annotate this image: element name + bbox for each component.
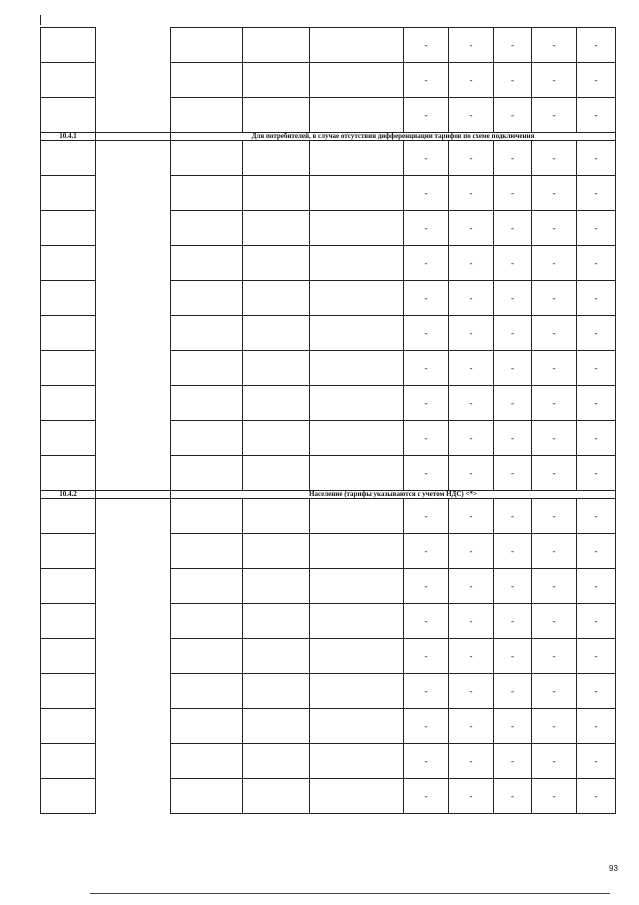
empty-value-dash: -	[494, 639, 532, 674]
empty-value-dash: -	[494, 456, 532, 491]
empty-value-dash: -	[532, 421, 577, 456]
empty-value-dash: -	[449, 744, 494, 779]
empty-value-dash: -	[494, 709, 532, 744]
empty-value-dash: -	[532, 351, 577, 386]
empty-value-dash: -	[532, 639, 577, 674]
row-code	[41, 281, 96, 316]
empty-value-dash: -	[404, 534, 449, 569]
region-cell	[96, 604, 171, 639]
tariff-table	[40, 27, 616, 814]
empty-value-dash: -	[404, 569, 449, 604]
tariff-period	[243, 176, 310, 211]
tariff-period	[243, 456, 310, 491]
table-row	[41, 499, 616, 534]
tariff-value	[310, 211, 404, 246]
table-row	[41, 351, 616, 386]
row-code	[41, 421, 96, 456]
tariff-value	[310, 386, 404, 421]
table-row	[41, 63, 616, 98]
empty-value-dash: -	[577, 141, 616, 176]
scan-mark	[40, 15, 41, 25]
tariff-period	[243, 28, 310, 63]
tariff-period	[243, 386, 310, 421]
empty-value-dash: -	[494, 674, 532, 709]
empty-value-dash: -	[494, 604, 532, 639]
row-code	[41, 63, 96, 98]
row-code	[41, 176, 96, 211]
region-cell	[96, 63, 171, 98]
empty-value-dash: -	[449, 98, 494, 133]
region-cell	[96, 674, 171, 709]
empty-value-dash: -	[404, 246, 449, 281]
empty-value-dash: -	[577, 176, 616, 211]
page-number: 93	[609, 864, 618, 873]
region-cell	[96, 534, 171, 569]
region-cell	[96, 316, 171, 351]
empty-value-dash: -	[532, 779, 577, 814]
empty-value-dash: -	[532, 386, 577, 421]
region-cell	[96, 133, 171, 141]
empty-value-dash: -	[494, 421, 532, 456]
empty-value-dash: -	[404, 499, 449, 534]
tariff-type	[171, 246, 243, 281]
empty-value-dash: -	[494, 534, 532, 569]
empty-value-dash: -	[494, 316, 532, 351]
empty-value-dash: -	[404, 351, 449, 386]
tariff-value	[310, 604, 404, 639]
row-code	[41, 499, 96, 534]
empty-value-dash: -	[577, 98, 616, 133]
region-cell	[96, 709, 171, 744]
row-code	[41, 569, 96, 604]
region-cell	[96, 779, 171, 814]
empty-value-dash: -	[449, 176, 494, 211]
region-cell	[96, 421, 171, 456]
tariff-period	[243, 281, 310, 316]
tariff-type	[171, 386, 243, 421]
empty-value-dash: -	[449, 63, 494, 98]
row-code	[41, 534, 96, 569]
table-row	[41, 421, 616, 456]
tariff-value	[310, 63, 404, 98]
empty-value-dash: -	[494, 499, 532, 534]
tariff-value	[310, 246, 404, 281]
footer-line	[90, 893, 610, 894]
tariff-value	[310, 351, 404, 386]
empty-value-dash: -	[577, 744, 616, 779]
tariff-type	[171, 211, 243, 246]
row-code	[41, 211, 96, 246]
empty-value-dash: -	[404, 98, 449, 133]
empty-value-dash: -	[577, 28, 616, 63]
region-cell	[96, 639, 171, 674]
tariff-period	[243, 779, 310, 814]
empty-value-dash: -	[577, 351, 616, 386]
tariff-period	[243, 639, 310, 674]
table-row	[41, 28, 616, 63]
tariff-period	[243, 499, 310, 534]
empty-value-dash: -	[532, 141, 577, 176]
empty-value-dash: -	[577, 281, 616, 316]
table-row	[41, 98, 616, 133]
tariff-type	[171, 141, 243, 176]
tariff-type	[171, 534, 243, 569]
empty-value-dash: -	[532, 456, 577, 491]
region-cell	[96, 386, 171, 421]
table-row	[41, 639, 616, 674]
region-cell	[96, 281, 171, 316]
row-code	[41, 639, 96, 674]
tariff-value	[310, 534, 404, 569]
tariff-period	[243, 316, 310, 351]
empty-value-dash: -	[449, 779, 494, 814]
empty-value-dash: -	[532, 176, 577, 211]
empty-value-dash: -	[494, 281, 532, 316]
empty-value-dash: -	[404, 421, 449, 456]
row-code	[41, 674, 96, 709]
section-title: Население (тарифы указываются с учетом НДС) <*>	[171, 491, 616, 499]
empty-value-dash: -	[532, 316, 577, 351]
tariff-period	[243, 674, 310, 709]
empty-value-dash: -	[449, 456, 494, 491]
tariff-type	[171, 499, 243, 534]
tariff-value	[310, 456, 404, 491]
tariff-value	[310, 176, 404, 211]
table-row	[41, 456, 616, 491]
empty-value-dash: -	[532, 709, 577, 744]
tariff-type	[171, 176, 243, 211]
region-cell	[96, 744, 171, 779]
empty-value-dash: -	[404, 63, 449, 98]
tariff-type	[171, 709, 243, 744]
tariff-period	[243, 604, 310, 639]
empty-value-dash: -	[494, 141, 532, 176]
empty-value-dash: -	[577, 63, 616, 98]
tariff-period	[243, 534, 310, 569]
tariff-type	[171, 674, 243, 709]
empty-value-dash: -	[404, 604, 449, 639]
tariff-value	[310, 744, 404, 779]
tariff-value	[310, 569, 404, 604]
tariff-value	[310, 709, 404, 744]
row-code	[41, 604, 96, 639]
tariff-type	[171, 604, 243, 639]
table-row	[41, 176, 616, 211]
empty-value-dash: -	[532, 63, 577, 98]
table-row	[41, 744, 616, 779]
empty-value-dash: -	[532, 499, 577, 534]
table-row	[41, 674, 616, 709]
tariff-type	[171, 744, 243, 779]
empty-value-dash: -	[404, 316, 449, 351]
empty-value-dash: -	[449, 499, 494, 534]
table-row	[41, 709, 616, 744]
tariff-period	[243, 246, 310, 281]
empty-value-dash: -	[577, 316, 616, 351]
empty-value-dash: -	[494, 569, 532, 604]
empty-value-dash: -	[404, 141, 449, 176]
empty-value-dash: -	[449, 28, 494, 63]
empty-value-dash: -	[494, 211, 532, 246]
table-row	[41, 779, 616, 814]
tariff-type	[171, 28, 243, 63]
tariff-value	[310, 281, 404, 316]
empty-value-dash: -	[404, 176, 449, 211]
table-row	[41, 316, 616, 351]
region-cell	[96, 569, 171, 604]
empty-value-dash: -	[494, 351, 532, 386]
empty-value-dash: -	[494, 779, 532, 814]
tariff-type	[171, 281, 243, 316]
tariff-type	[171, 456, 243, 491]
empty-value-dash: -	[577, 674, 616, 709]
empty-value-dash: -	[532, 534, 577, 569]
table-row	[41, 569, 616, 604]
table-row	[41, 141, 616, 176]
empty-value-dash: -	[449, 534, 494, 569]
tariff-value	[310, 28, 404, 63]
row-code	[41, 141, 96, 176]
empty-value-dash: -	[494, 176, 532, 211]
row-code	[41, 709, 96, 744]
empty-value-dash: -	[404, 674, 449, 709]
empty-value-dash: -	[449, 569, 494, 604]
empty-value-dash: -	[449, 639, 494, 674]
table-row	[41, 211, 616, 246]
empty-value-dash: -	[532, 674, 577, 709]
tariff-period	[243, 211, 310, 246]
row-code	[41, 98, 96, 133]
empty-value-dash: -	[449, 421, 494, 456]
tariff-period	[243, 744, 310, 779]
tariff-value	[310, 674, 404, 709]
empty-value-dash: -	[532, 281, 577, 316]
empty-value-dash: -	[532, 211, 577, 246]
tariff-period	[243, 351, 310, 386]
tariff-value	[310, 639, 404, 674]
tariff-type	[171, 779, 243, 814]
empty-value-dash: -	[532, 28, 577, 63]
row-code	[41, 386, 96, 421]
empty-value-dash: -	[577, 534, 616, 569]
tariff-value	[310, 316, 404, 351]
tariff-type	[171, 639, 243, 674]
empty-value-dash: -	[532, 604, 577, 639]
tariff-value	[310, 499, 404, 534]
empty-value-dash: -	[404, 211, 449, 246]
region-cell	[96, 98, 171, 133]
empty-value-dash: -	[449, 316, 494, 351]
empty-value-dash: -	[494, 386, 532, 421]
empty-value-dash: -	[577, 246, 616, 281]
empty-value-dash: -	[404, 456, 449, 491]
region-cell	[96, 491, 171, 499]
empty-value-dash: -	[577, 499, 616, 534]
empty-value-dash: -	[404, 386, 449, 421]
region-cell	[96, 211, 171, 246]
region-cell	[96, 456, 171, 491]
row-code	[41, 351, 96, 386]
empty-value-dash: -	[404, 744, 449, 779]
empty-value-dash: -	[577, 604, 616, 639]
tariff-type	[171, 316, 243, 351]
empty-value-dash: -	[449, 674, 494, 709]
tariff-period	[243, 569, 310, 604]
section-row	[41, 491, 616, 499]
empty-value-dash: -	[577, 421, 616, 456]
empty-value-dash: -	[449, 709, 494, 744]
empty-value-dash: -	[494, 744, 532, 779]
empty-value-dash: -	[494, 98, 532, 133]
row-code	[41, 744, 96, 779]
empty-value-dash: -	[577, 211, 616, 246]
empty-value-dash: -	[449, 246, 494, 281]
tariff-period	[243, 421, 310, 456]
table-row	[41, 246, 616, 281]
empty-value-dash: -	[404, 709, 449, 744]
tariff-period	[243, 63, 310, 98]
empty-value-dash: -	[404, 28, 449, 63]
tariff-type	[171, 351, 243, 386]
table-row	[41, 281, 616, 316]
empty-value-dash: -	[404, 639, 449, 674]
row-code	[41, 456, 96, 491]
tariff-value	[310, 779, 404, 814]
table-row	[41, 386, 616, 421]
row-code	[41, 246, 96, 281]
empty-value-dash: -	[577, 386, 616, 421]
empty-value-dash: -	[404, 281, 449, 316]
empty-value-dash: -	[494, 63, 532, 98]
row-code	[41, 316, 96, 351]
region-cell	[96, 141, 171, 176]
empty-value-dash: -	[577, 779, 616, 814]
tariff-type	[171, 98, 243, 133]
region-cell	[96, 176, 171, 211]
region-cell	[96, 499, 171, 534]
section-code: 10.4.2	[41, 491, 96, 499]
section-row	[41, 133, 616, 141]
tariff-period	[243, 98, 310, 133]
empty-value-dash: -	[577, 639, 616, 674]
empty-value-dash: -	[449, 386, 494, 421]
empty-value-dash: -	[577, 456, 616, 491]
tariff-value	[310, 141, 404, 176]
empty-value-dash: -	[532, 246, 577, 281]
empty-value-dash: -	[577, 709, 616, 744]
row-code	[41, 28, 96, 63]
table-row	[41, 604, 616, 639]
region-cell	[96, 351, 171, 386]
tariff-value	[310, 98, 404, 133]
section-title: Для потребителей, в случае отсутствия дифференциации тарифов по схеме подключения	[171, 133, 616, 141]
empty-value-dash: -	[449, 211, 494, 246]
empty-value-dash: -	[449, 351, 494, 386]
row-code	[41, 779, 96, 814]
tariff-type	[171, 569, 243, 604]
empty-value-dash: -	[449, 141, 494, 176]
empty-value-dash: -	[532, 98, 577, 133]
region-cell	[96, 246, 171, 281]
tariff-value	[310, 421, 404, 456]
empty-value-dash: -	[494, 28, 532, 63]
tariff-type	[171, 63, 243, 98]
tariff-period	[243, 141, 310, 176]
empty-value-dash: -	[449, 604, 494, 639]
table-row	[41, 534, 616, 569]
section-code: 10.4.1	[41, 133, 96, 141]
empty-value-dash: -	[494, 246, 532, 281]
empty-value-dash: -	[449, 281, 494, 316]
tariff-type	[171, 421, 243, 456]
empty-value-dash: -	[532, 569, 577, 604]
empty-value-dash: -	[532, 744, 577, 779]
empty-value-dash: -	[404, 779, 449, 814]
region-cell	[96, 28, 171, 63]
tariff-period	[243, 709, 310, 744]
empty-value-dash: -	[577, 569, 616, 604]
